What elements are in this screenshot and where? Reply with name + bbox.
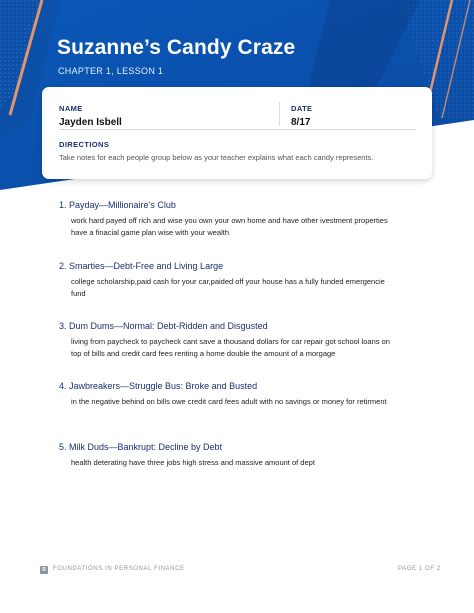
date-label: DATE [291, 104, 313, 113]
note-line: work hard payed off rich and wise you own your own home and have other ivestment properties [71, 216, 388, 225]
note-line: health deterating have three jobs high stress and massive amount of dept [71, 458, 315, 467]
info-card [42, 87, 432, 179]
note-line: have a finacial game plan wise with your wealth [71, 227, 230, 237]
chapter-lesson: CHAPTER 1, LESSON 1 [58, 66, 164, 76]
note-line: top of bills and credit card fees renting a home double the amount of a morgage [71, 348, 336, 358]
note-line: fund [71, 288, 86, 298]
footer-course-name: FOUNDATIONS IN PERSONAL FINANCE [53, 566, 185, 572]
item-notes-milk-duds[interactable] [71, 457, 421, 469]
date-value[interactable]: 8/17 [291, 117, 311, 128]
item-heading-milk-duds: 5. Milk Duds—Bankrupt: Decline by Debt [59, 442, 223, 452]
note-line: college scholarship,paid cash for your car,paided off your house has a fully funded emergencie [71, 277, 385, 286]
name-value[interactable]: Jayden Isbell [59, 117, 122, 128]
name-label: NAME [59, 104, 83, 113]
item-heading-dum-dums: 3. Dum Dums—Normal: Debt-Ridden and Disgusted [59, 321, 268, 331]
item-notes-jawbreakers[interactable] [71, 396, 421, 408]
directions-label: DIRECTIONS [59, 140, 110, 149]
item-notes-dum-dums[interactable] [71, 336, 421, 359]
directions-text: Take notes for each people group below as your teacher explains what each candy represents. [59, 153, 374, 162]
item-notes-smarties[interactable] [71, 276, 421, 299]
item-heading-jawbreakers: 4. Jawbreakers—Struggle Bus: Broke and Busted [59, 381, 258, 391]
field-divider [279, 102, 280, 126]
item-heading-payday: 1. Payday—Millionaire’s Club [59, 200, 176, 210]
card-divider [59, 129, 416, 130]
ramsey-logo-icon: R [40, 566, 48, 574]
footer-page-number: PAGE 1 OF 2 [398, 566, 441, 572]
note-line: living from paycheck to paycheck cant save a thousand dollars for car repair got school loans on [71, 337, 390, 346]
item-heading-smarties: 2. Smarties—Debt-Free and Living Large [59, 261, 224, 271]
page-title: Suzanne’s Candy Craze [57, 36, 296, 59]
note-line: in the negative behind on bills owe credit card fees adult with no savings or money for retirment [71, 397, 387, 406]
item-notes-payday[interactable] [71, 215, 421, 238]
